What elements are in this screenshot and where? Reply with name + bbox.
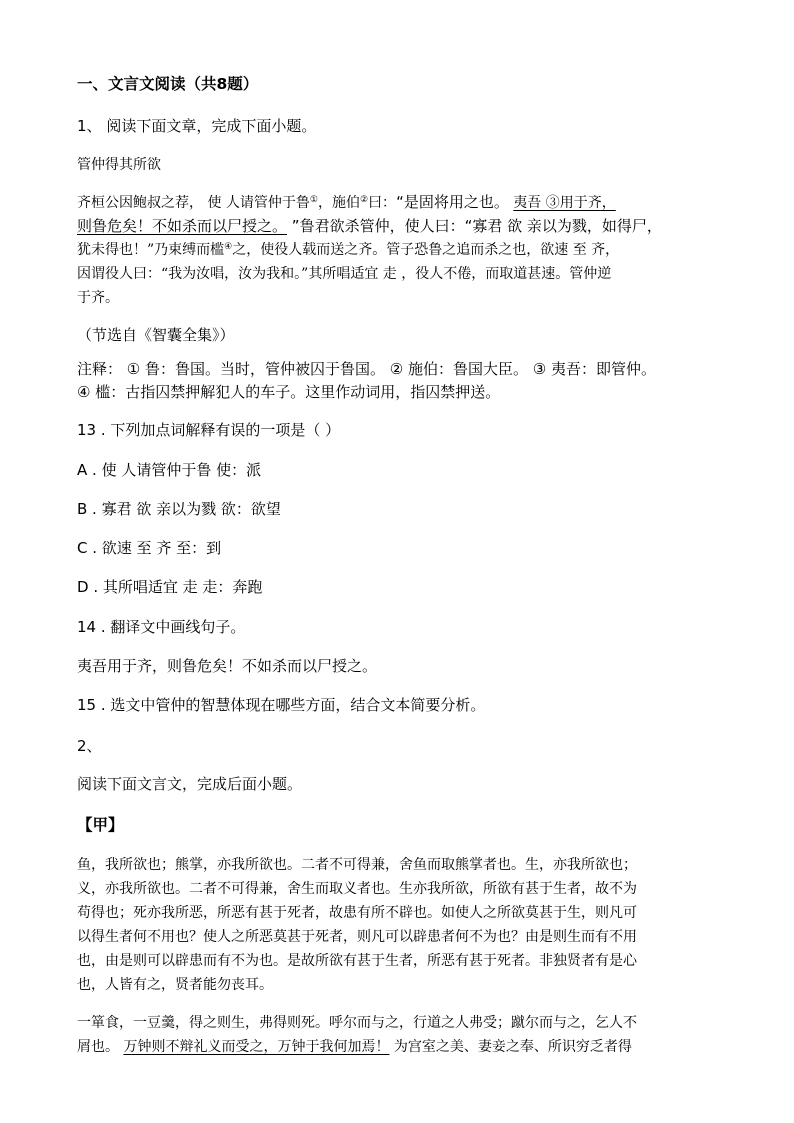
- question-instruction: 阅读下面文章，完成下面小题。: [106, 117, 317, 135]
- underlined-sentence: 则鲁危矣！不如杀而以尸授之。: [77, 217, 288, 235]
- passage-line: 以得生者何不用也？使人之所恶莫甚于死者，则凡可以辟患者何不为也？由是则生而有不用: [77, 929, 637, 945]
- question-14-sentence: 夷吾用于齐，则鲁危矣！不如杀而以尸授之。: [77, 657, 378, 675]
- passage-line: 也，人皆有之，贤者能勿丧耳。: [77, 977, 273, 993]
- option-c: C . 欲速 至 齐 至：到: [77, 539, 222, 557]
- passage-line: 苟得也；死亦我所恶，所恶有甚于死者，故患有所不辟也。如使人之所欲莫甚于生，则凡可: [77, 905, 637, 921]
- section-title: 一、文言文阅读（共8题）: [77, 75, 259, 93]
- question-13: 13 . 下列加点词解释有误的一项是（ ）: [77, 421, 341, 439]
- passage-line: 鱼，我所欲也；熊掌，亦我所欲也。二者不可得兼，舍鱼而取熊掌者也。生，亦我所欲也；: [77, 857, 637, 873]
- passage-line: 也，由是则可以辟患而有不为也。是故所欲有甚于生者，所恶有甚于死者。非独贤者有是心: [77, 953, 637, 969]
- passage-line: 犹未得也！”乃束缚而槛④之，使役人载而送之齐。管子恐鲁之追而杀之也，欲速 至 齐，: [77, 242, 620, 258]
- passage-line: 屑也。 万钟则不辩礼义而受之，万钟于我何加焉！ 为宫室之美、妻妾之奉、所识穷乏者得: [77, 1039, 632, 1055]
- notes-label: 注释：: [77, 360, 123, 378]
- footnote-marker: ④: [224, 242, 233, 252]
- passage-title: 管仲得其所欲: [77, 157, 161, 173]
- notes-line: 注释： ① 鲁：鲁国。当时，管仲被囚于鲁国。 ② 施伯：鲁国大臣。 ③ 夷吾：即管仲。: [77, 360, 656, 378]
- underlined-sentence: 万钟则不辩礼义而受之，万钟于我何加焉！: [123, 1039, 390, 1055]
- question-2-instruction: 阅读下面文言文，完成后面小题。: [77, 775, 303, 793]
- passage-line: 因谓役人曰：“我为汝唱，汝为我和。”其所唱适宜 走 ，役人不倦，而取道甚速。管仲逆: [77, 266, 612, 282]
- underlined-sentence: 夷吾 ③用于齐，: [513, 195, 616, 211]
- passage-line: 则鲁危矣！不如杀而以尸授之。 ”鲁君欲杀管仲，使人曰：“寡君 欲 亲以为戮，如得尸，: [77, 217, 662, 235]
- passage-label-jia: 【甲】: [77, 816, 124, 834]
- option-d: D . 其所唱适宜 走 走：奔跑: [77, 578, 263, 596]
- passage-line: 义，亦我所欲也。二者不可得兼，舍生而取义者也。生亦我所欲，所欲有甚于生者，故不为: [77, 881, 637, 897]
- passage-line: 齐桓公因鲍叔之荐， 使 人请管仲于鲁①，施伯②曰：“是固将用之也。 夷吾 ③用于齐，: [77, 193, 616, 211]
- question-1-header: [77, 114, 727, 138]
- passage-source: （节选自《智囊全集》）: [77, 326, 235, 344]
- notes-line: ④ 槛：古指囚禁押解犯人的车子。这里作动词用，指囚禁押送。: [77, 383, 501, 401]
- option-a: A . 使 人请管仲于鲁 使：派: [77, 461, 262, 479]
- question-14: 14 . 翻译文中画线句子。: [77, 618, 246, 636]
- footnote-marker: ②: [359, 195, 369, 205]
- passage-line: 于齐。: [77, 290, 119, 306]
- passage-line: 一箪食，一豆羹，得之则生，弗得则死。呼尔而与之，行道之人弗受；蹴尔而与之，乞人不: [77, 1015, 637, 1031]
- option-b: B . 寡君 欲 亲以为戮 欲：欲望: [77, 500, 281, 518]
- question-2-number: 2、: [77, 737, 102, 755]
- footnote-marker: ①: [309, 195, 318, 205]
- question-number: 1、: [77, 117, 102, 135]
- question-15: 15 . 选文中管仲的智慧体现在哪些方面，结合文本简要分析。: [77, 696, 486, 714]
